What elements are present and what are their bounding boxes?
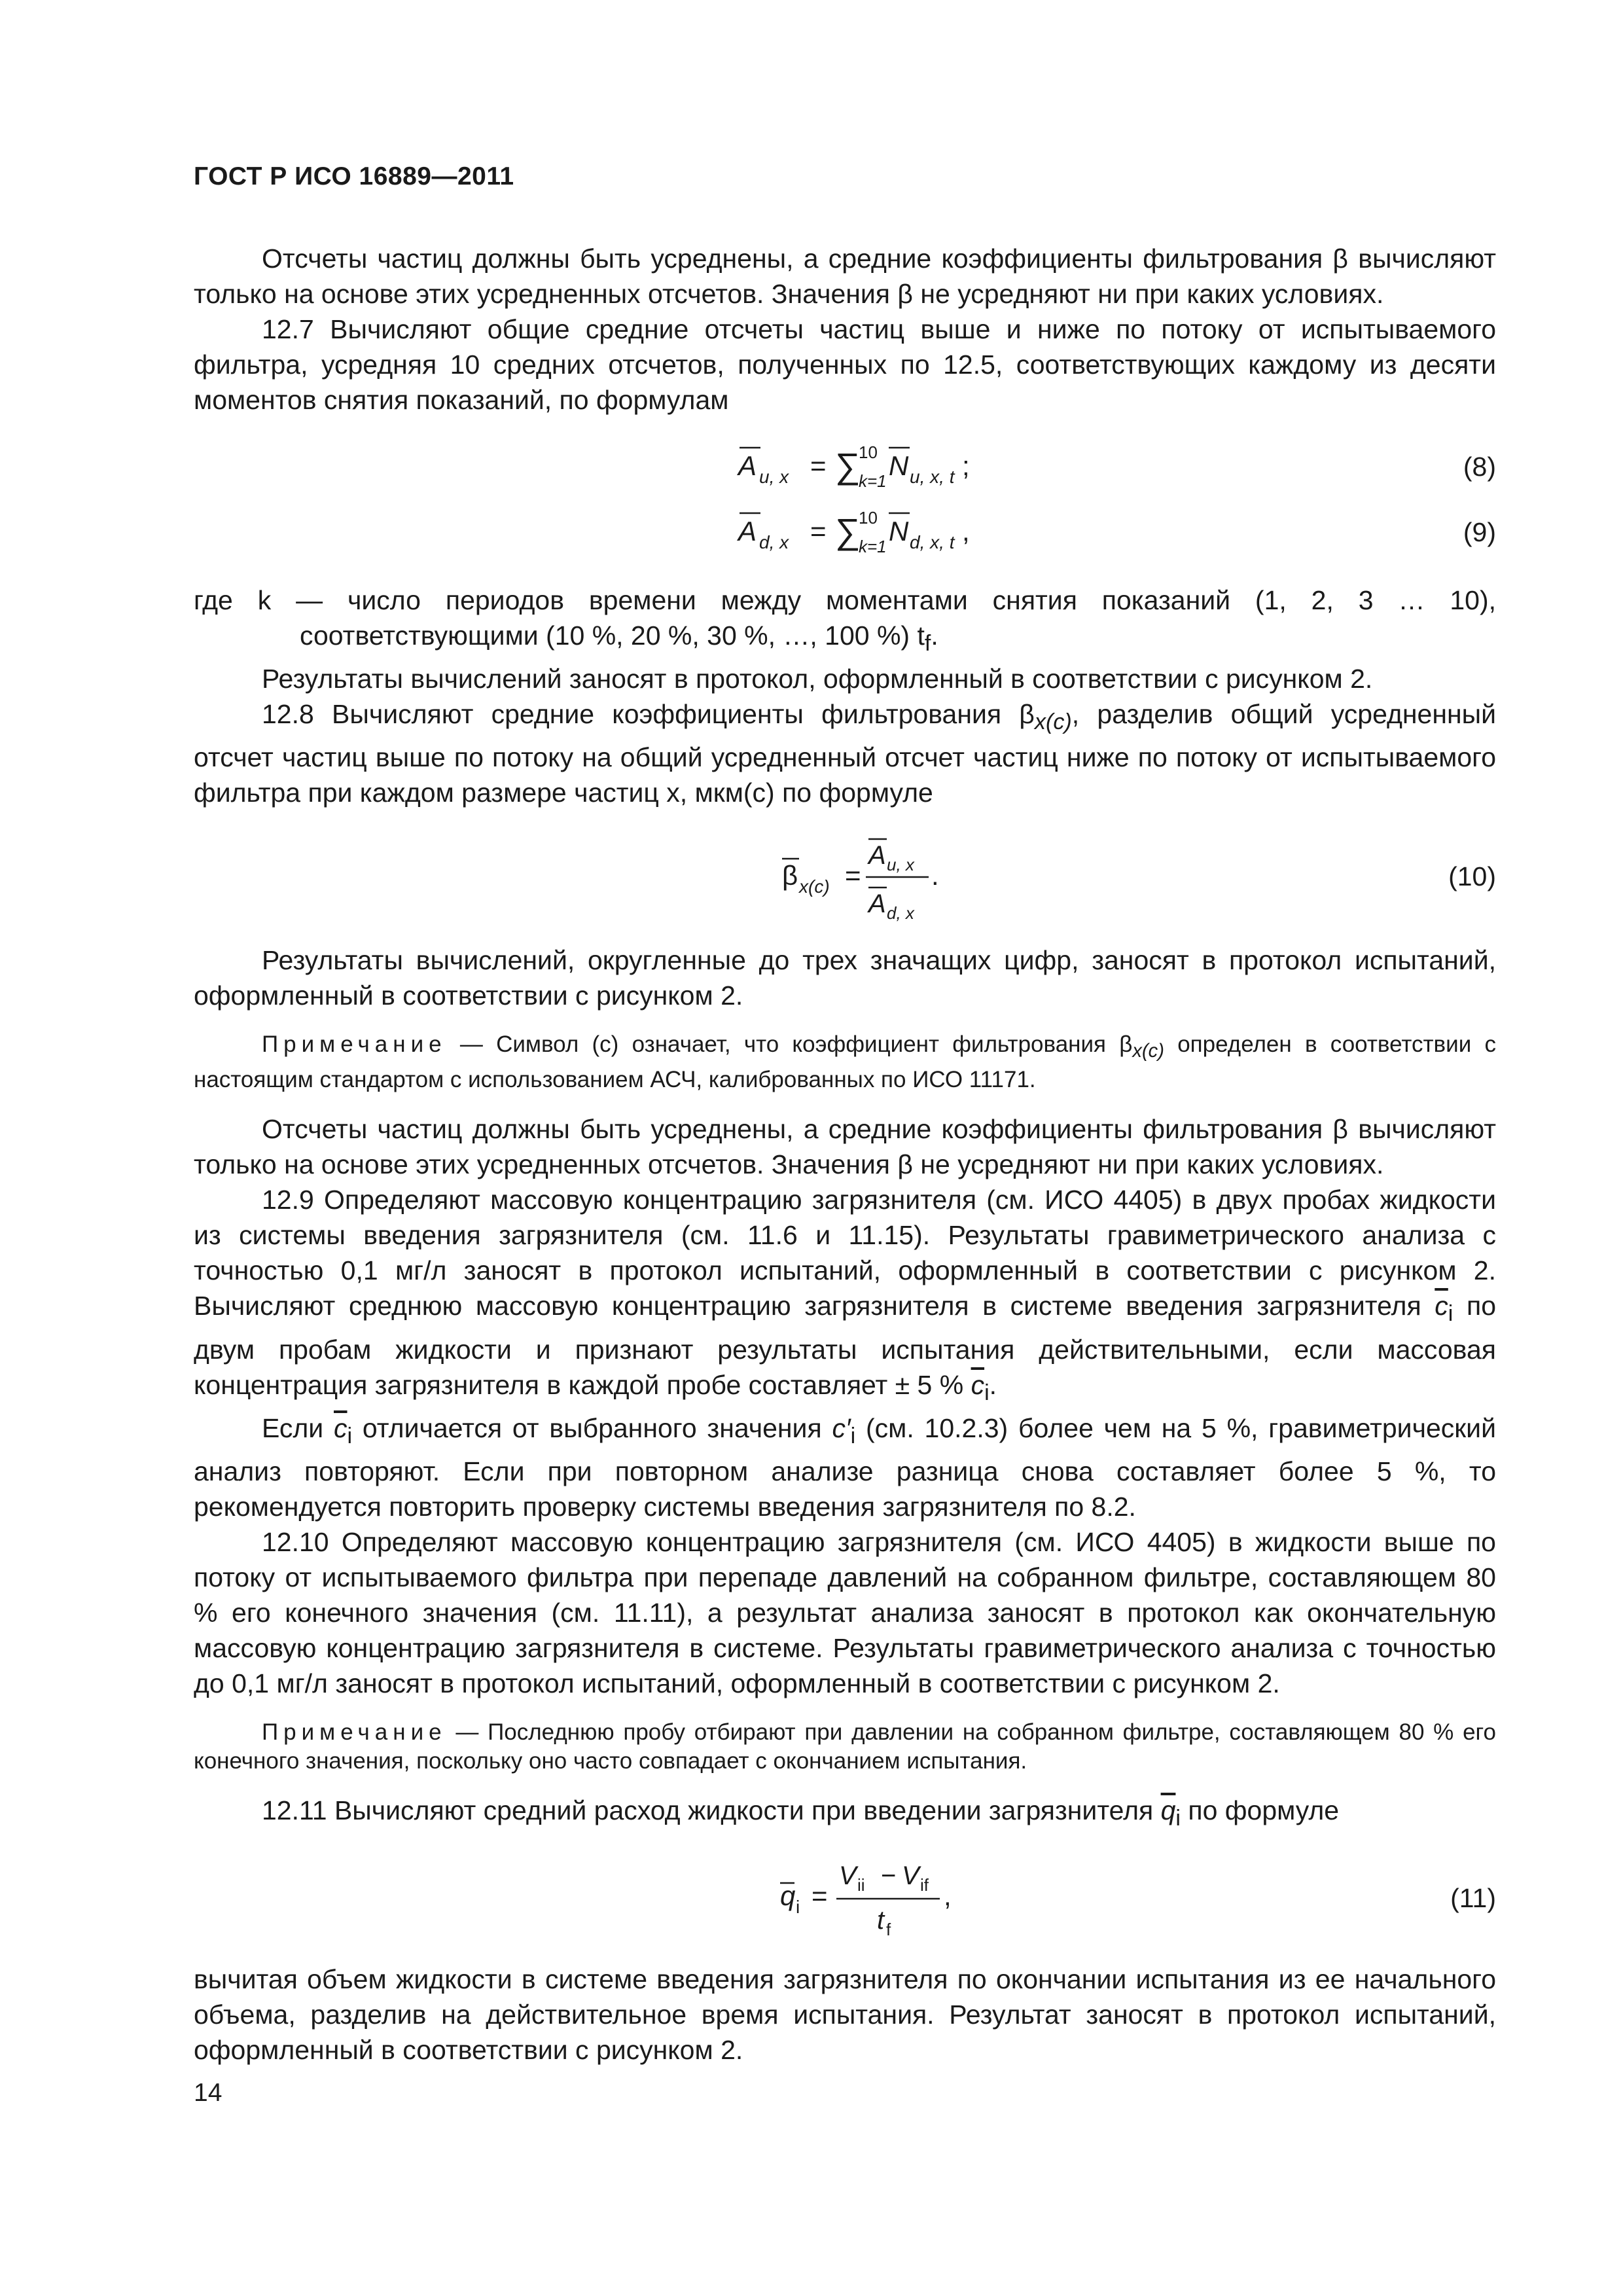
note-1: Примечание — Символ (с) означает, что коэффициент фильтрования $\beta_{x(c)}$ определен в соответствии с настоящим стандартом с использованием АСЧ, калиброванных по ИСО 11171. <box>194 1031 1496 1093</box>
document-header: ГОСТ Р ИСО 16889—2011 <box>194 162 514 190</box>
formula-11-math <box>776 1853 992 1945</box>
formula-11-minus: − <box>881 1861 897 1891</box>
formula-8-eq: = <box>810 450 827 481</box>
formula-9-math <box>737 500 972 565</box>
formula-10-lhs-sub: x(c) <box>799 876 830 897</box>
formula-9-eq: = <box>810 516 827 547</box>
paragraph-12-11: 12.11 Вычисляют средний расход жидкости при введении загрязнителя $\overline{q}_i$ по формуле <box>262 1795 1340 1831</box>
formula-9-sum-lower: k=1 <box>859 537 887 556</box>
formula-10-lhs: β <box>782 860 798 891</box>
paragraph: вычитая объем жидкости в системе введения загрязнителя по окончании испытания из ее начального объема, разделив на действительное время испытания. Результат заносят в протокол испытаний, оформленный в соответствии с рисунком 2. <box>194 1964 1496 2066</box>
formula-10-num: A <box>868 841 886 870</box>
formula-8-rhs-sub: u, x, t <box>910 467 955 487</box>
formula-11-den: t <box>877 1906 885 1935</box>
paragraph-12-7: 12.7 Вычисляют общие средние отсчеты частиц выше и ниже по потоку от испытываемого фильтра, усредняя 10 средних отсчетов, полученных по 12.5, соответствующих каждому из десяти моментов снятия показаний, по формулам <box>194 314 1496 415</box>
formula-10-den-sub: d, x <box>887 903 914 924</box>
paragraph: Результаты вычислений, округленные до трех значащих цифр, заносят в протокол испытаний, оформленный в соответствии с рисунком 2. <box>194 945 1496 1011</box>
formula-10-eq: = <box>845 860 861 891</box>
formula-11-num-a-sub: ii <box>857 1875 865 1895</box>
formula-10-math <box>779 827 950 925</box>
formula-8-lhs: A <box>738 450 757 481</box>
paragraph: Результаты вычислений заносят в протокол, оформленный в соответствии с рисунком 2. <box>262 664 1373 694</box>
formula-10 <box>194 827 1496 925</box>
formula-11-num-b: V <box>902 1861 919 1891</box>
equation-number-8: (8) <box>1463 452 1496 482</box>
sum-sign: ∑ <box>835 446 861 486</box>
formula-8 <box>194 435 1496 500</box>
formula-8-math <box>737 435 972 500</box>
formula-8-lhs-sub: u, x <box>759 467 789 487</box>
paragraph-12-8: 12.8 Вычисляют средние коэффициенты фильтрования $\beta_{x(c)}$, разделив общий усредненный отсчет частиц выше по потоку на общий усредненный отсчет частиц ниже по потоку от испытываемого фильтра при каждом размере частиц x, мкм(с) по формуле <box>194 699 1496 808</box>
formula-9-lhs-sub: d, x <box>759 532 789 552</box>
formula-11 <box>194 1853 1496 1945</box>
paragraph: Если $\overline{c}_i$ отличается от выбранного значения $c'_i$ (см. 10.2.3) более чем на 5 %, гравиметрический анализ повторяют. Если при повторном анализе разница снова составляет более 5 %, то рекомендуется повторить проверку системы введения загрязнителя по 8.2. <box>194 1412 1496 1522</box>
formula-9 <box>194 500 1496 565</box>
formula-9-rhs-sub: d, x, t <box>910 532 955 552</box>
equation-number-10: (10) <box>1448 861 1496 892</box>
formula-9-rhs: N <box>889 516 909 547</box>
formula-11-den-sub: f <box>886 1920 891 1940</box>
formula-11-eq: = <box>812 1880 828 1912</box>
formula-8-sum-upper: 10 <box>859 442 878 462</box>
paragraph-12-9: 12.9 Определяют массовую концентрацию загрязнителя (см. ИСО 4405) в двух пробах жидкости из системы введения загрязнителя (см. 11.6 и 11.15). Результаты гравиметрического анализа с точностью 0,1 мг/л заносят в протокол испытаний, оформленный в соответствии с рисунком 2. Вычисляют среднюю массовую концентрацию загрязнителя в системе введения загрязнителя $\overline{c}_i$ по двум пробам жидкости и признают результаты испытания действительными, если массовая концентрация загрязнителя в каждой пробе составляет ± 5 % $\overline{c}_i$. <box>194 1185 1496 1405</box>
formula-11-lhs: q <box>780 1880 796 1912</box>
formula-9-tail: , <box>962 516 970 547</box>
formula-11-lhs-sub: i <box>796 1897 800 1918</box>
equation-number-9: (9) <box>1463 517 1496 547</box>
body-text <box>194 241 1496 2068</box>
paragraph: Отсчеты частиц должны быть усреднены, а средние коэффициенты фильтрования β вычисляют только на основе этих усредненных отсчетов. Значения β не усредняют ни при каких условиях. <box>194 1114 1496 1180</box>
formula-9-lhs: A <box>738 516 757 547</box>
formula-10-tail: . <box>931 860 939 891</box>
formula-10-den: A <box>868 889 886 919</box>
formula-11-num-b-sub: if <box>920 1875 929 1895</box>
paragraph: Отсчеты частиц должны быть усреднены, а средние коэффициенты фильтрования β вычисляют только на основе этих усредненных отсчетов. Значения β не усредняют ни при каких условиях. <box>194 243 1496 309</box>
sum-sign: ∑ <box>835 512 861 551</box>
note-2: Примечание — Последнюю пробу отбирают при давлении на собранном фильтре, составляющем 80 % его конечного значения, поскольку оно часто совпадает с окончанием испытания. <box>194 1719 1496 1774</box>
paragraph-12-10: 12.10 Определяют массовую концентрацию загрязнителя (см. ИСО 4405) в жидкости выше по потоку от испытываемого фильтра при перепаде давлений на собранном фильтре, составляющем 80 % его конечного значения (см. 11.11), а результат анализа заносят в протокол как окончательную массовую концентрацию загрязнителя в системе. Результаты гравиметрического анализа с точностью до 0,1 мг/л заносят в протокол испытаний, оформленный в соответствии с рисунком 2. <box>194 1526 1496 1698</box>
equation-number-11: (11) <box>1450 1883 1496 1914</box>
paragraph-where: где k — число периодов времени между моментами снятия показаний (1, 2, 3 … 10), соответствующими (10 %, 20 %, 30 %, …, 100 %) $t_f$. <box>194 585 1496 656</box>
formula-11-num-a: V <box>839 1861 857 1891</box>
formula-8-sum-lower: k=1 <box>859 471 887 491</box>
formula-8-tail: ; <box>962 450 970 481</box>
formula-9-sum-upper: 10 <box>859 508 878 528</box>
page-number: 14 <box>194 2079 223 2107</box>
formula-11-tail: , <box>944 1880 952 1912</box>
formula-10-num-sub: u, x <box>887 855 914 875</box>
formula-8-rhs: N <box>889 450 909 481</box>
